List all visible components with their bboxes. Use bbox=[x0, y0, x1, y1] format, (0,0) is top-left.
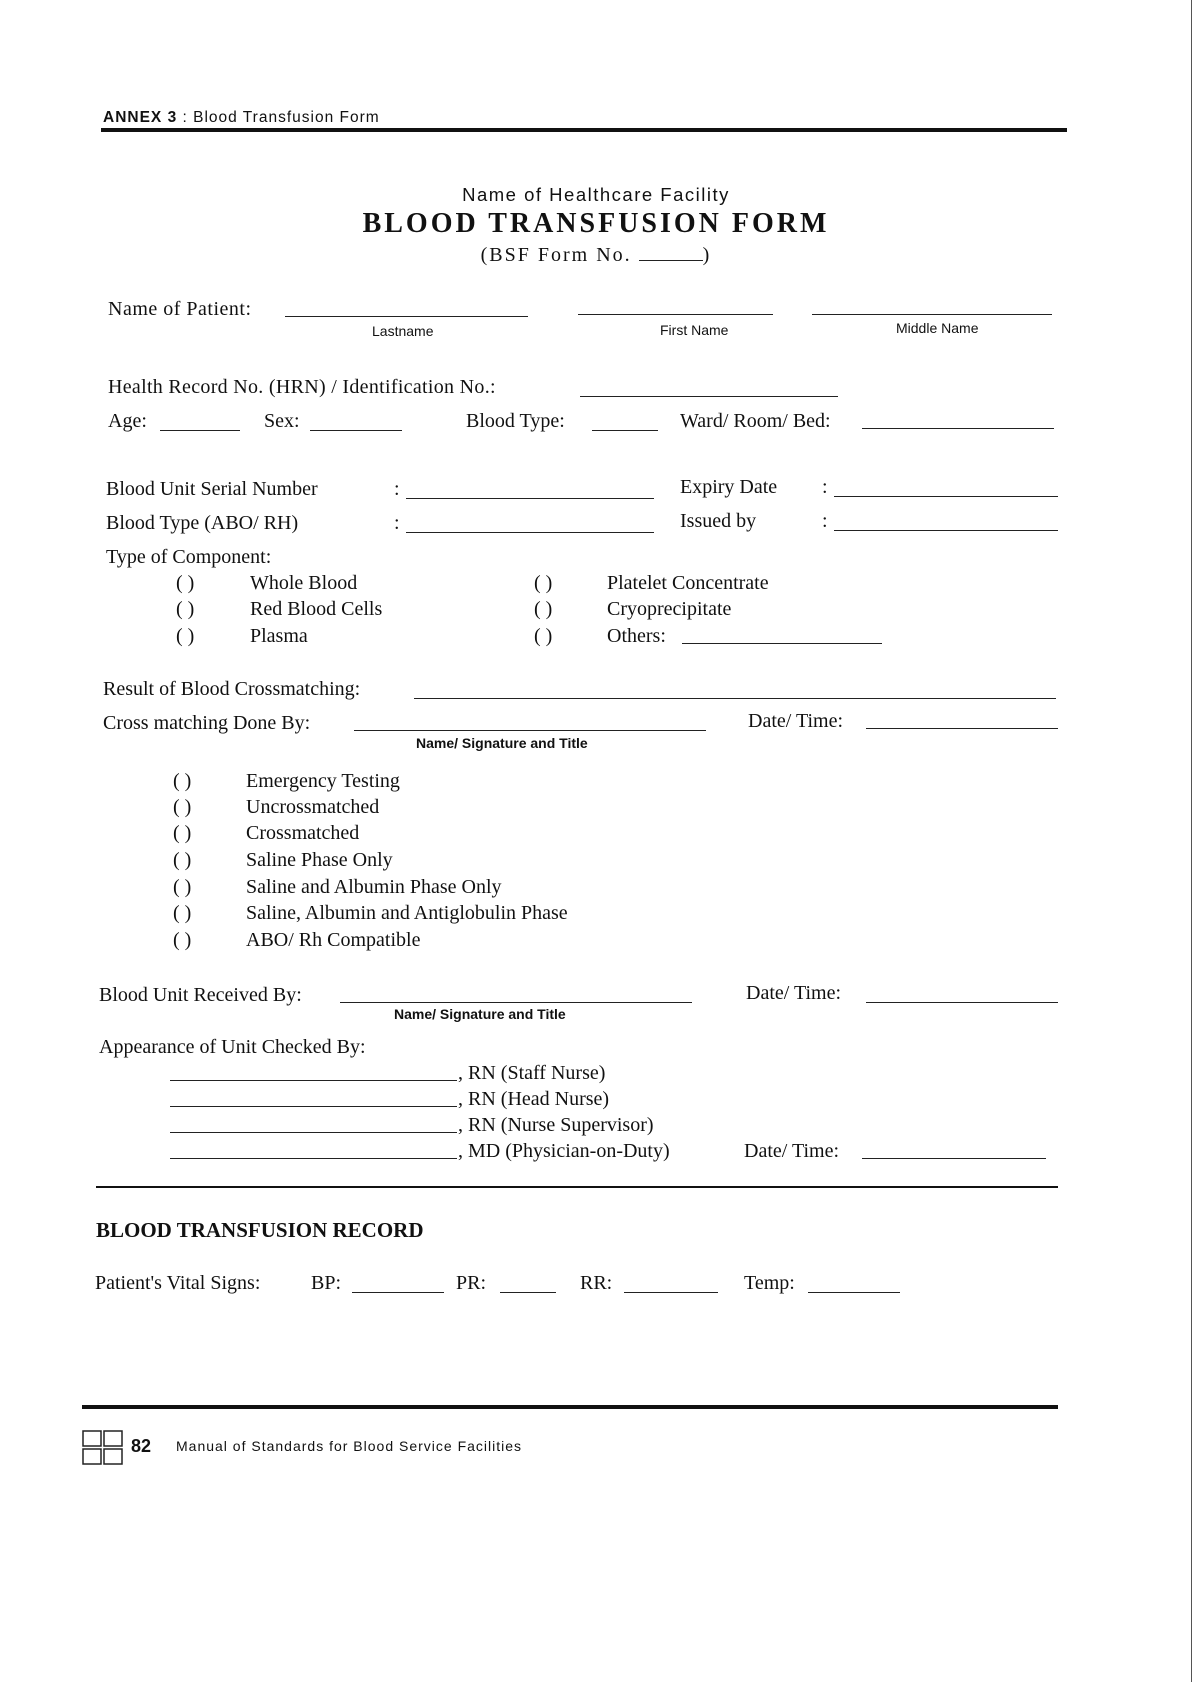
crossmatch-option-uncrossmatched: Uncrossmatched bbox=[246, 796, 380, 818]
bp-label: BP: bbox=[311, 1272, 342, 1294]
role-head-nurse: , RN (Head Nurse) bbox=[458, 1088, 610, 1110]
received-datetime-field[interactable] bbox=[866, 980, 1058, 1003]
crossmatch-checkbox[interactable]: ( ) bbox=[173, 876, 192, 898]
crossmatch-option-emergency-testing: Emergency Testing bbox=[246, 770, 400, 792]
form-number-field[interactable] bbox=[639, 244, 703, 261]
component-checkbox[interactable]: ( ) bbox=[534, 598, 553, 620]
crossmatch-option-saline-albumin: Saline and Albumin Phase Only bbox=[246, 876, 502, 898]
form-number-suffix: ) bbox=[702, 244, 712, 266]
appearance-datetime-label: Date/ Time: bbox=[744, 1140, 840, 1162]
firstname-field[interactable] bbox=[578, 292, 773, 315]
crossmatch-checkbox[interactable]: ( ) bbox=[173, 770, 192, 792]
crossmatch-datetime-label: Date/ Time: bbox=[748, 710, 844, 732]
middlename-caption: Middle Name bbox=[896, 320, 979, 336]
component-red-blood-cells: Red Blood Cells bbox=[250, 598, 383, 620]
annex-header bbox=[103, 109, 380, 127]
nurse-supervisor-field[interactable] bbox=[170, 1110, 457, 1133]
received-signature-caption: Name/ Signature and Title bbox=[394, 1006, 566, 1022]
received-by-field[interactable] bbox=[340, 980, 692, 1003]
ward-label: Ward/ Room/ Bed: bbox=[680, 410, 831, 432]
serial-colon: : bbox=[394, 478, 400, 500]
vitals-label: Patient's Vital Signs: bbox=[95, 1272, 261, 1294]
hrn-label: Health Record No. (HRN) / Identification No.: bbox=[108, 376, 496, 398]
crossmatch-checkbox[interactable]: ( ) bbox=[173, 822, 192, 844]
firstname-caption: First Name bbox=[660, 322, 729, 338]
page-number: 82 bbox=[131, 1436, 152, 1456]
bp-field[interactable] bbox=[352, 1270, 444, 1293]
record-title: BLOOD TRANSFUSION RECORD bbox=[96, 1218, 424, 1242]
crossmatch-datetime-field[interactable] bbox=[866, 706, 1058, 729]
expiry-label: Expiry Date bbox=[680, 476, 778, 498]
crossmatch-result-field[interactable] bbox=[414, 676, 1056, 699]
crossmatch-option-saline-phase-only: Saline Phase Only bbox=[246, 849, 393, 871]
footer-rule bbox=[82, 1405, 1058, 1409]
abo-field[interactable] bbox=[406, 510, 654, 533]
role-physician-on-duty: , MD (Physician-on-Duty) bbox=[458, 1140, 670, 1162]
crossmatch-checkbox[interactable]: ( ) bbox=[173, 849, 192, 871]
lastname-field[interactable] bbox=[285, 294, 528, 317]
received-datetime-label: Date/ Time: bbox=[746, 982, 842, 1004]
temp-label: Temp: bbox=[744, 1272, 795, 1294]
crossmatch-done-by-field[interactable] bbox=[354, 708, 706, 731]
crossmatch-result-label: Result of Blood Crossmatching: bbox=[103, 678, 361, 700]
rr-label: RR: bbox=[580, 1272, 613, 1294]
expiry-colon: : bbox=[822, 476, 828, 498]
section-divider bbox=[96, 1186, 1058, 1188]
middlename-field[interactable] bbox=[812, 292, 1052, 315]
abo-label: Blood Type (ABO/ RH) bbox=[106, 512, 299, 534]
serial-number-field[interactable] bbox=[406, 476, 654, 499]
manual-logo-icon bbox=[82, 1430, 124, 1466]
crossmatch-checkbox[interactable]: ( ) bbox=[173, 929, 192, 951]
component-label: Type of Component: bbox=[106, 546, 272, 568]
facility-name: Name of Healthcare Facility bbox=[462, 184, 730, 205]
issued-by-field[interactable] bbox=[834, 508, 1058, 531]
staff-nurse-field[interactable] bbox=[170, 1058, 457, 1081]
physician-field[interactable] bbox=[170, 1136, 457, 1159]
form-number bbox=[0, 244, 1192, 267]
ward-field[interactable] bbox=[862, 406, 1054, 429]
role-nurse-supervisor: , RN (Nurse Supervisor) bbox=[458, 1114, 654, 1136]
pr-field[interactable] bbox=[500, 1270, 556, 1293]
crossmatch-checkbox[interactable]: ( ) bbox=[173, 796, 192, 818]
crossmatch-done-by-label: Cross matching Done By: bbox=[103, 712, 311, 734]
form-title: BLOOD TRANSFUSION FORM bbox=[362, 208, 830, 239]
component-checkbox[interactable]: ( ) bbox=[534, 625, 553, 647]
age-field[interactable] bbox=[160, 408, 240, 431]
crossmatch-option-crossmatched: Crossmatched bbox=[246, 822, 360, 844]
manual-title: Manual of Standards for Blood Service Facilities bbox=[176, 1438, 523, 1454]
annex-separator: : bbox=[182, 109, 188, 126]
temp-field[interactable] bbox=[808, 1270, 900, 1293]
component-checkbox[interactable]: ( ) bbox=[176, 598, 195, 620]
rr-field[interactable] bbox=[624, 1270, 718, 1293]
head-nurse-field[interactable] bbox=[170, 1084, 457, 1107]
lastname-caption: Lastname bbox=[372, 323, 434, 339]
appearance-datetime-field[interactable] bbox=[862, 1136, 1046, 1159]
issued-by-label: Issued by bbox=[680, 510, 757, 532]
crossmatch-option-abo-rh-compatible: ABO/ Rh Compatible bbox=[246, 929, 421, 951]
component-plasma: Plasma bbox=[250, 625, 308, 647]
component-whole-blood: Whole Blood bbox=[250, 572, 358, 594]
patient-name-label: Name of Patient: bbox=[108, 298, 252, 320]
crossmatch-option-saline-albumin-antiglobulin: Saline, Albumin and Antiglobulin Phase bbox=[246, 902, 568, 924]
sex-label: Sex: bbox=[264, 410, 300, 432]
serial-number-label: Blood Unit Serial Number bbox=[106, 478, 318, 500]
abo-colon: : bbox=[394, 512, 400, 534]
pr-label: PR: bbox=[456, 1272, 487, 1294]
others-field[interactable] bbox=[682, 621, 882, 644]
age-label: Age: bbox=[108, 410, 147, 432]
component-others: Others: bbox=[607, 625, 666, 647]
blood-type-field[interactable] bbox=[592, 408, 658, 431]
hrn-field[interactable] bbox=[580, 374, 838, 397]
expiry-field[interactable] bbox=[834, 474, 1058, 497]
form-number-prefix: (BSF Form No. bbox=[480, 244, 632, 266]
role-staff-nurse: , RN (Staff Nurse) bbox=[458, 1062, 606, 1084]
issued-colon: : bbox=[822, 510, 828, 532]
component-checkbox[interactable]: ( ) bbox=[534, 572, 553, 594]
annex-label: ANNEX 3 bbox=[103, 109, 178, 126]
component-platelet-concentrate: Platelet Concentrate bbox=[607, 572, 769, 594]
crossmatch-signature-caption: Name/ Signature and Title bbox=[416, 735, 588, 751]
received-by-label: Blood Unit Received By: bbox=[99, 984, 302, 1006]
component-checkbox[interactable]: ( ) bbox=[176, 625, 195, 647]
component-cryoprecipitate: Cryoprecipitate bbox=[607, 598, 732, 620]
header-rule bbox=[101, 128, 1067, 132]
annex-title: Blood Transfusion Form bbox=[193, 109, 380, 126]
component-checkbox[interactable]: ( ) bbox=[176, 572, 195, 594]
sex-field[interactable] bbox=[310, 408, 402, 431]
appearance-label: Appearance of Unit Checked By: bbox=[99, 1036, 366, 1058]
crossmatch-checkbox[interactable]: ( ) bbox=[173, 902, 192, 924]
blood-type-label: Blood Type: bbox=[466, 410, 565, 432]
